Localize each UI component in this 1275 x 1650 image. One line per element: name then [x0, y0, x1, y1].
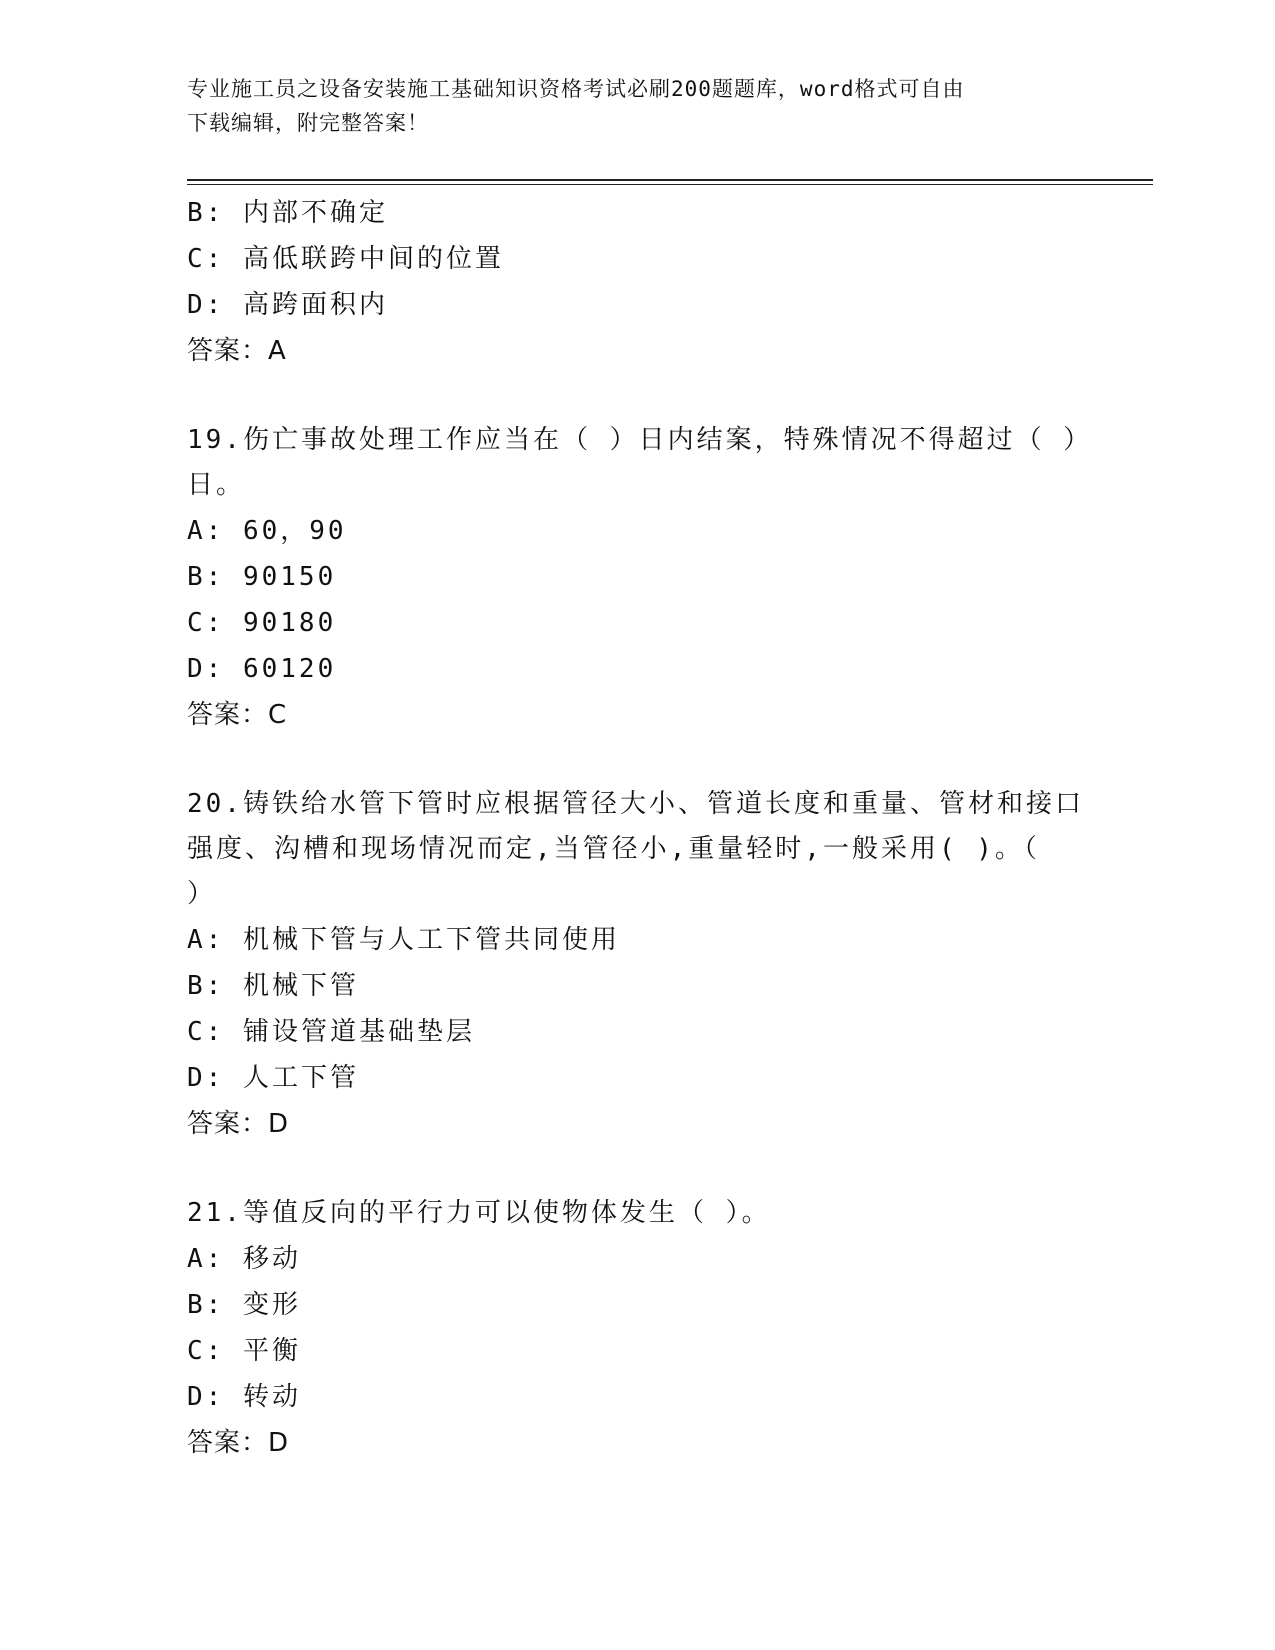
option-b: B: 变形 [187, 1290, 301, 1320]
option-d: D: 高跨面积内 [187, 290, 388, 320]
answer-line: 答案：D [187, 1109, 290, 1139]
option-d: D: 转动 [187, 1382, 301, 1412]
header-line-2: 下载编辑，附完整答案！ [187, 111, 429, 135]
option-a: A: 60，90 [187, 516, 347, 546]
header-divider-thin [187, 184, 1153, 185]
question-18-tail [187, 190, 1087, 374]
option-a: A: 移动 [187, 1244, 301, 1274]
option-c: C: 高低联跨中间的位置 [187, 244, 504, 274]
option-b: B: 90150 [187, 562, 337, 592]
question-list [187, 190, 1093, 1466]
question-20 [187, 782, 1087, 1147]
question-text-line: 21.等值反向的平行力可以使物体发生（ ）。 [187, 1198, 771, 1228]
question-text-line: 日。 [187, 470, 246, 500]
option-c: C: 平衡 [187, 1336, 301, 1366]
question-21 [187, 1191, 1087, 1466]
question-text-line: 20.铸铁给水管下管时应根据管径大小、管道长度和重量、管材和接口 [187, 789, 1084, 819]
question-text-line: 强度、沟槽和现场情况而定,当管径小,重量轻时,一般采用( )。（ [187, 834, 1040, 864]
question-text-line: ） [187, 879, 217, 909]
option-b: B: 内部不确定 [187, 198, 388, 228]
option-c: C: 铺设管道基础垫层 [187, 1017, 475, 1047]
question-text-line: 19.伤亡事故处理工作应当在（ ）日内结案，特殊情况不得超过（ ） [187, 425, 1093, 455]
option-b: B: 机械下管 [187, 971, 359, 1001]
question-19 [187, 418, 1093, 738]
option-d: D: 人工下管 [187, 1063, 359, 1093]
header-line-1: 专业施工员之设备安装施工基础知识资格考试必刷200题题库，word格式可自由 [187, 77, 965, 101]
answer-line: 答案：A [187, 336, 287, 366]
document-header [187, 72, 1067, 140]
answer-line: 答案：C [187, 700, 288, 730]
answer-line: 答案：D [187, 1428, 290, 1458]
option-d: D: 60120 [187, 654, 337, 684]
header-divider [187, 179, 1153, 181]
option-c: C: 90180 [187, 608, 337, 638]
option-a: A: 机械下管与人工下管共同使用 [187, 925, 620, 955]
